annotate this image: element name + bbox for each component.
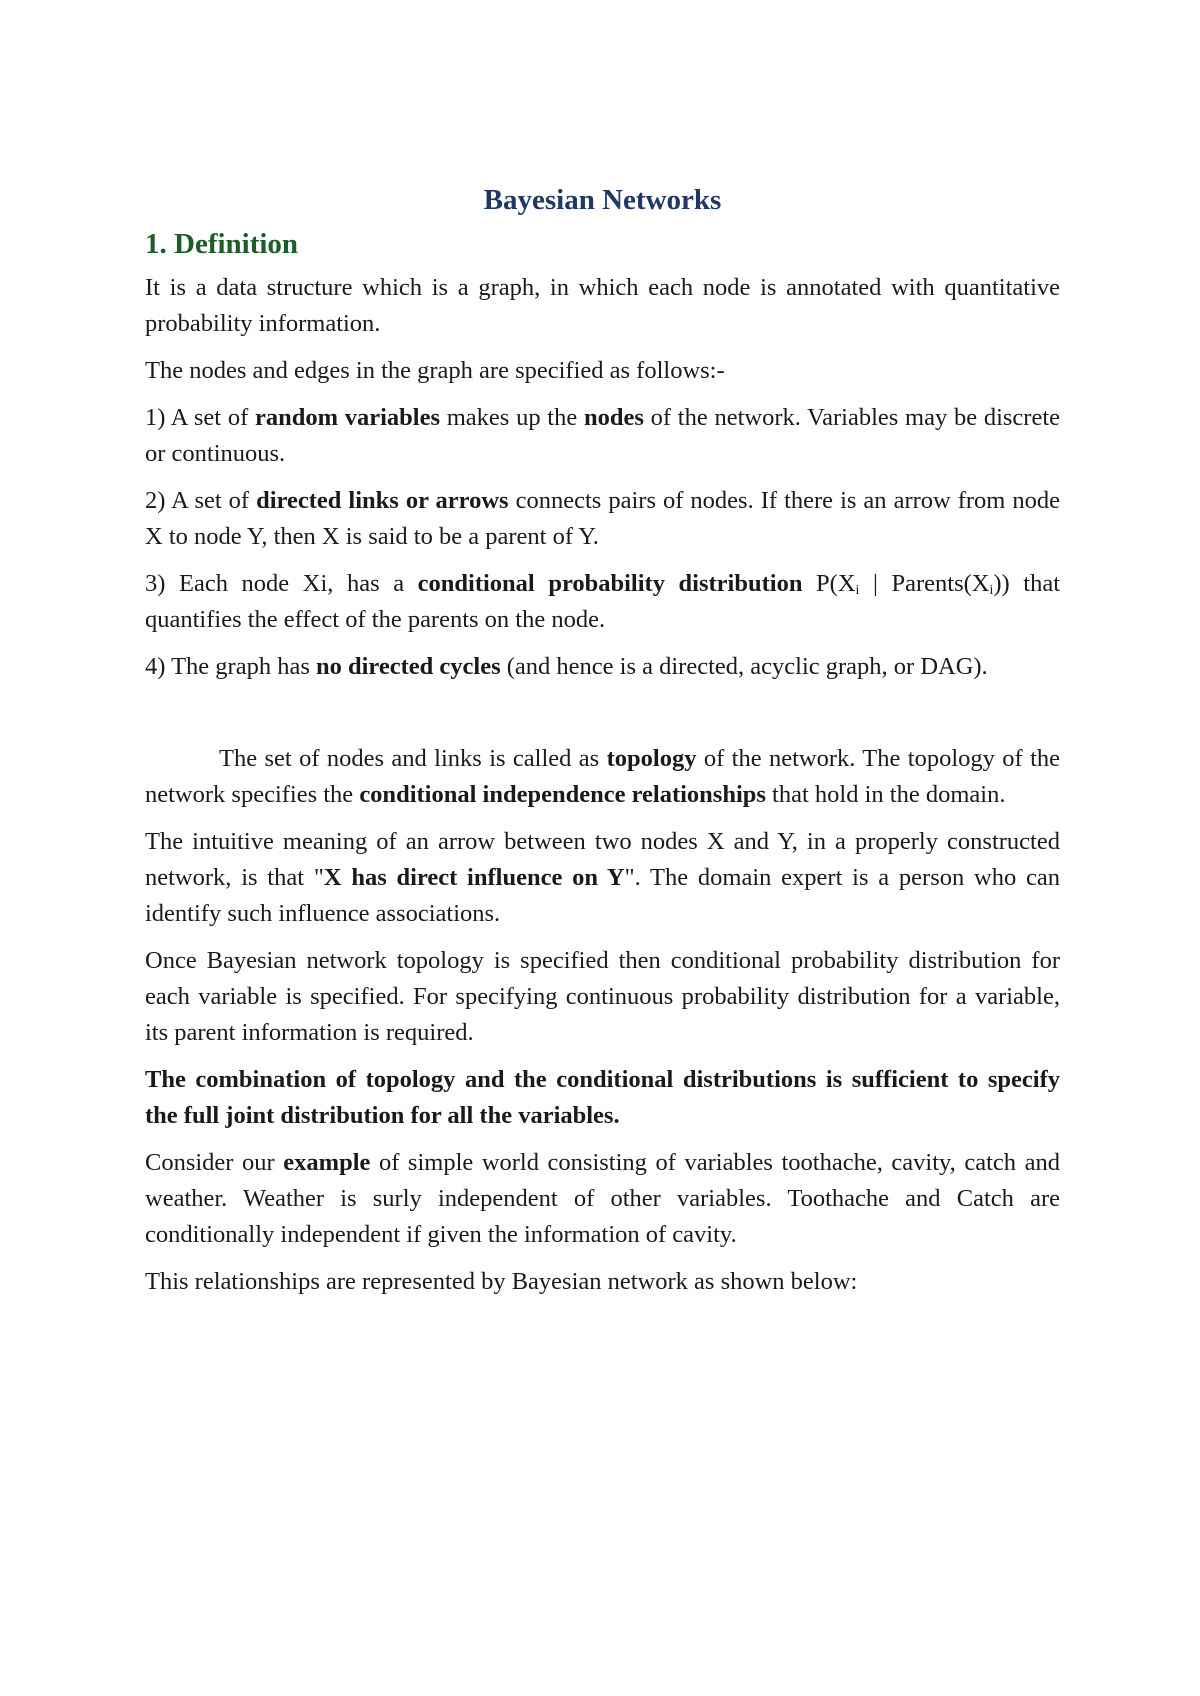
paragraph-combination	[145, 1062, 1060, 1134]
text-run: connects pairs of nodes. If there is an arrow from node X to node Y, then X is said to be a parent of Y.	[145, 487, 1061, 550]
paragraph-topology	[145, 741, 1060, 813]
formula-part: | Parents(X	[859, 570, 990, 597]
text-run: of simple world consisting of variables toothache, cavity, catch and weather. Weather is surly independent of other variables. Toothache and Catch are conditionally independent if given the information of cavity.	[145, 1149, 1061, 1248]
text-run: )) that quantifies the effect of the parents on the node.	[145, 570, 1060, 633]
bold-term-conditional-probability-distribution: conditional probability distribution	[417, 570, 803, 597]
bold-term-example: example	[283, 1149, 371, 1176]
bold-term-no-directed-cycles: no directed cycles	[316, 653, 501, 680]
bold-term-topology: topology	[606, 745, 697, 772]
list-item-conditional-probability	[145, 566, 1060, 638]
list-item-directed-links	[145, 483, 1060, 555]
formula-subscript: i	[855, 583, 860, 598]
bold-statement-combination: The combination of topology and the conditional distributions is sufficient to specify the full joint distribution for all the variables.	[145, 1066, 1060, 1129]
section-heading-definition: 1. Definition	[145, 228, 299, 260]
text-run: The intuitive meaning of an arrow between two nodes X and Y, in a properly constructed network, is that "	[145, 828, 1060, 891]
text-run: Consider our	[145, 1149, 284, 1176]
formula-part: P(X	[802, 570, 856, 597]
bold-term-random-variables: random variables	[254, 404, 441, 431]
text-run: 1) A set of	[145, 404, 255, 431]
text-run: of the network. The topology of the network specifies the	[145, 745, 1060, 808]
bold-term-nodes: nodes	[583, 404, 644, 431]
text-run: of the network. Variables may be discrete or continuous.	[145, 404, 1060, 467]
paragraph-once-specified: Once Bayesian network topology is specified then conditional probability distribution for each variable is specified. For specifying continuous probability distribution for a variable, its parent information is required.	[145, 947, 1060, 1046]
text-run: (and hence is a directed, acyclic graph, or DAG).	[500, 653, 988, 680]
bold-term-direct-influence: X has direct influence on Y	[323, 864, 625, 891]
paragraph-represented: This relationships are represented by Bayesian network as shown below:	[145, 1268, 858, 1295]
paragraph-definition: It is a data structure which is a graph, in which each node is annotated with quantitative probability information.	[145, 274, 1060, 337]
text-run: 4) The graph has	[145, 653, 316, 680]
text-run: that hold in the domain.	[765, 781, 1006, 808]
list-item-random-variables	[145, 400, 1060, 472]
formula-subscript: i	[989, 583, 994, 598]
text-run: The set of nodes and links is called as	[219, 745, 607, 772]
bold-term-directed-links: directed links or arrows	[256, 487, 509, 514]
page-title: Bayesian Networks	[483, 184, 722, 216]
text-run: makes up the	[440, 404, 584, 431]
paragraph-intuitive-meaning	[145, 824, 1060, 932]
bold-term-conditional-independence: conditional independence relationships	[359, 781, 766, 808]
paragraph-nodes-edges-intro: The nodes and edges in the graph are specified as follows:-	[145, 357, 725, 384]
paragraph-example	[145, 1145, 1060, 1253]
document-body	[145, 180, 1060, 1311]
text-run: 3) Each node Xi, has a	[145, 570, 418, 597]
text-run: ". The domain expert is a person who can identify such influence associations.	[145, 864, 1061, 927]
text-run: 2) A set of	[145, 487, 257, 514]
list-item-no-directed-cycles	[145, 649, 1060, 685]
